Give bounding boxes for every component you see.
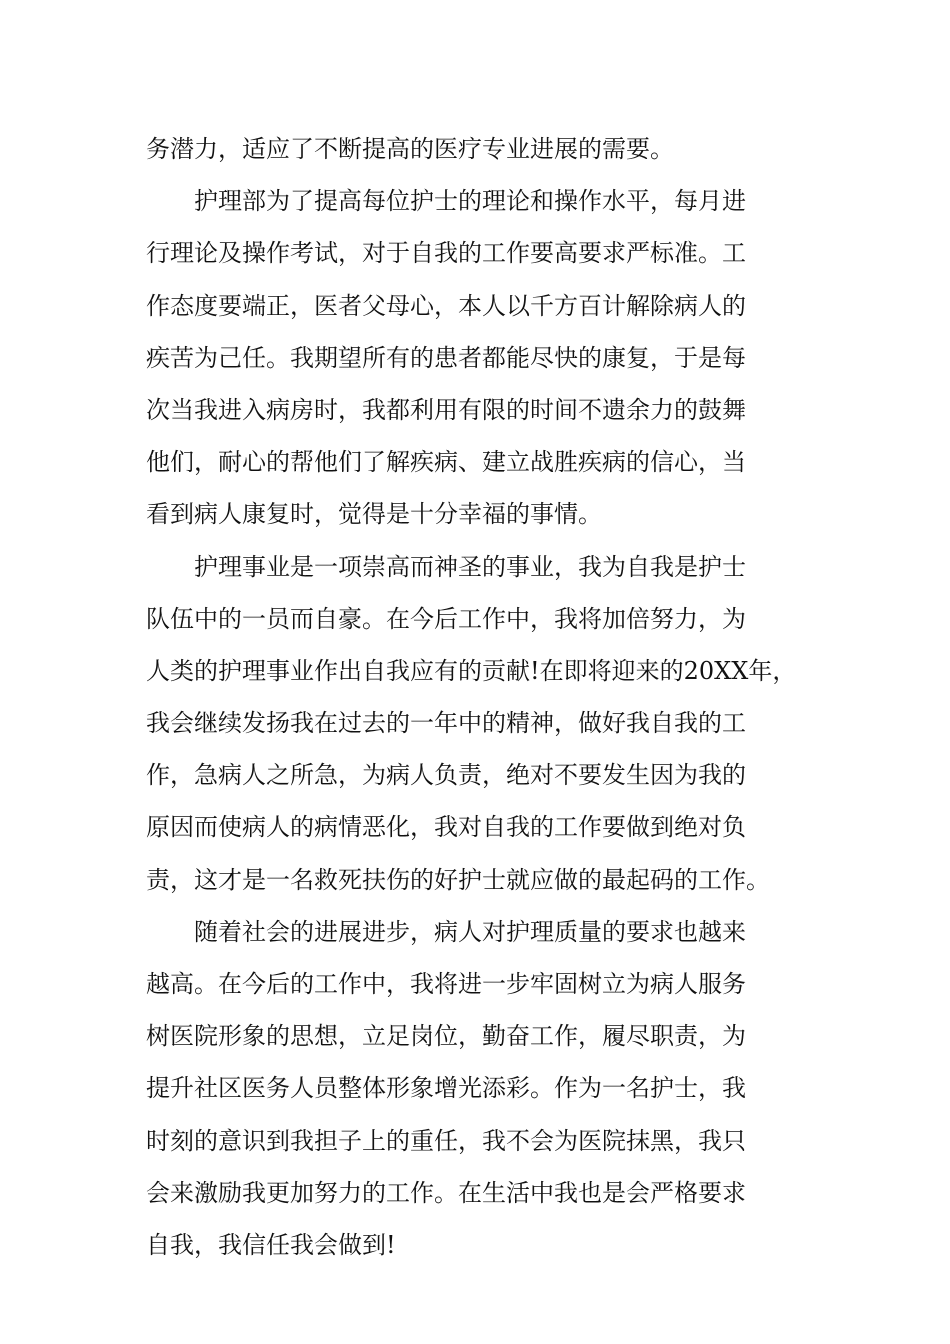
text-line: 原因而使病人的病情恶化，我对自我的工作要做到绝对负: [146, 813, 746, 842]
text-line: 树医院形象的思想，立足岗位，勤奋工作，履尽职责，为: [146, 1022, 746, 1051]
text-line: 务潜力，适应了不断提高的医疗专业进展的需要。: [146, 135, 674, 163]
text-line: 会来激励我更加努力的工作。在生活中我也是会严格要求: [146, 1178, 746, 1207]
text-line: 队伍中的一员而自豪。在今后工作中，我将加倍努力，为: [146, 604, 746, 633]
text-line: 疾苦为己任。我期望所有的患者都能尽快的康复，于是每: [146, 343, 746, 372]
text-line: 看到病人康复时，觉得是十分幸福的事情。: [146, 500, 602, 529]
text-line: 自我，我信任我会做到!: [146, 1230, 396, 1259]
text-line: 我会继续发扬我在过去的一年中的精神，做好我自我的工: [146, 709, 746, 738]
text-line: 作态度要端正，医者父母心，本人以千方百计解除病人的: [146, 291, 746, 320]
text-line: 作，急病人之所急，为病人负责，绝对不要发生因为我的: [146, 761, 746, 790]
text-line: 人类的护理事业作出自我应有的贡献!在即将迎来的20XX年，: [146, 656, 797, 685]
text-line: 越高。在今后的工作中，我将进一步牢固树立为病人服务: [146, 970, 746, 998]
document-body: [146, 126, 816, 1274]
text-line: 责，这才是一名救死扶伤的好护士就应做的最起码的工作。: [146, 865, 770, 894]
text-line: 行理论及操作考试，对于自我的工作要高要求严标准。工: [146, 239, 746, 268]
text-line: 他们，耐心的帮他们了解疾病、建立战胜疾病的信心，当: [146, 448, 746, 477]
text-line: 次当我进入病房时，我都利用有限的时间不遗余力的鼓舞: [146, 395, 746, 424]
text-line: 时刻的意识到我担子上的重任，我不会为医院抹黑，我只: [146, 1126, 746, 1155]
text-line: 随着社会的进展进步，病人对护理质量的要求也越来: [194, 917, 746, 946]
text-line: 护理事业是一项崇高而神圣的事业，我为自我是护士: [194, 552, 746, 581]
text-line: 提升社区医务人员整体形象增光添彩。作为一名护士，我: [146, 1074, 746, 1103]
text-line: 护理部为了提高每位护士的理论和操作水平，每月进: [194, 187, 746, 216]
